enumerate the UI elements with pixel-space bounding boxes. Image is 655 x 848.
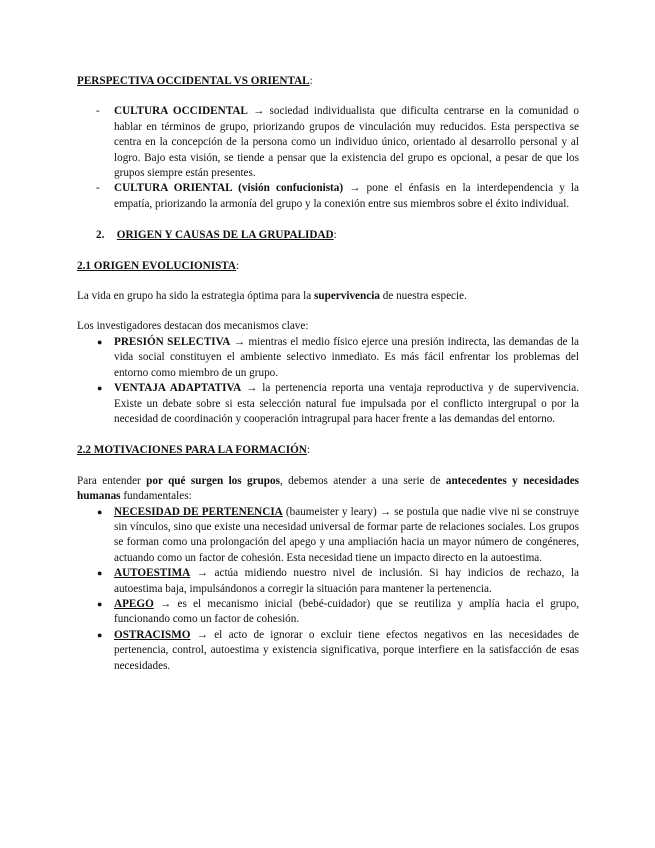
- bullet-marker: ●: [97, 629, 103, 640]
- document-page: [77, 74, 579, 674]
- paragraph-mecanismos: Los investigadores destacan dos mecanismos clave:: [77, 320, 309, 333]
- dash-marker: -: [96, 182, 100, 195]
- list-item-occidental: [77, 104, 579, 181]
- list-item-oriental: [77, 181, 579, 212]
- paragraph-motivaciones-intro: Para entender por qué surgen los grupos, debemos atender a una serie de antecedentes y necesidades humanas fundamentales:: [77, 474, 580, 503]
- text-oriental: pone el énfasis en la interdependencia y la empatía, priorizando la armonía del grupo y la conexión entre sus miembros sobre el éxito individual.: [114, 182, 579, 210]
- section-heading-2: 2. ORIGEN Y CAUSAS DE LA GRUPALIDAD:: [77, 228, 579, 243]
- arrow-icon: →: [196, 628, 208, 641]
- arrow-icon: →: [196, 567, 208, 580]
- heading-text: 2.1 ORIGEN EVOLUCIONISTA: [77, 259, 237, 272]
- term-occidental: CULTURA OCCIDENTAL: [114, 105, 248, 118]
- arrow-icon: →: [253, 105, 265, 118]
- term-autoestima: AUTOESTIMA: [114, 567, 191, 580]
- paragraph-supervivencia: La vida en grupo ha sido la estrategia óptima para la supervivencia de nuestra especie.: [77, 290, 467, 303]
- list-item-pertenencia: ● NECESIDAD DE PERTENENCIA (baumeister y leary) → se postula que nadie vive ni se construye sin vínculos, sino que existe una necesidad universal de formar parte de relaciones sociales. Los grupos se forman como una prolongación del apego y una ampliación hacia un mayor número de congéneres, actuando como un factor de cohesión. Esta necesidad tiene un impacto directo en la autoestima.: [97, 505, 579, 564]
- list-item-ostracismo: ● OSTRACISMO → el acto de ignorar o excluir tiene efectos negativos en las necesidades de pertenencia, control, autoestima y existencia significativa, porque interfiere en la satisfacción de esas necesidades.: [97, 628, 580, 672]
- list-item-presion-selectiva: ● PRESIÓN SELECTIVA → mientras el medio físico ejerce una presión indirecta, las demandas de la vida social constituyen el ambiente selectivo inmediato. Es más fácil enfrentar los problemas del entorno como miembro de un grupo.: [97, 335, 580, 379]
- dash-marker: -: [96, 105, 100, 118]
- arrow-icon: →: [379, 505, 392, 518]
- arrow-icon: →: [349, 182, 361, 195]
- term-presion: PRESIÓN SELECTIVA: [114, 335, 231, 348]
- term-pertenencia: NECESIDAD DE PERTENENCIA: [114, 505, 283, 518]
- list-item-apego: ● APEGO → es el mecanismo inicial (bebé-cuidador) que se reutiliza y amplía hacia el grupo, funcionando como un factor de cohesión.: [97, 597, 580, 626]
- culture-list: [77, 104, 579, 212]
- arrow-icon: →: [160, 597, 172, 610]
- heading-text: ORIGEN Y CAUSAS DE LA GRUPALIDAD: [116, 229, 334, 242]
- term-ostracismo: OSTRACISMO: [114, 628, 191, 641]
- mechanisms-list: [77, 335, 579, 427]
- bullet-marker: ●: [97, 336, 103, 347]
- bullet-marker: ●: [97, 383, 103, 394]
- term-apego: APEGO: [114, 597, 154, 610]
- list-item-autoestima: ● AUTOESTIMA → actúa midiendo nuestro nivel de inclusión. Si hay indicios de rechazo, la autoestima baja, impulsándonos a corregir la situación para mantener la pertenencia.: [97, 567, 579, 595]
- bullet-marker: ●: [97, 506, 103, 517]
- term-ventaja: VENTAJA ADAPTATIVA: [114, 382, 242, 395]
- bold-supervivencia: supervivencia: [314, 290, 380, 303]
- term-oriental: CULTURA ORIENTAL (visión confucionista): [114, 182, 344, 195]
- bullet-marker: ●: [97, 598, 103, 609]
- arrow-icon: →: [246, 382, 258, 395]
- section-heading-2-1: 2.1 ORIGEN EVOLUCIONISTA:: [77, 259, 240, 272]
- section-heading-2-2: 2.2 MOTIVACIONES PARA LA FORMACIÓN:: [77, 444, 310, 457]
- arrow-icon: →: [233, 335, 245, 348]
- bullet-marker: ●: [97, 568, 103, 579]
- motivations-list: [77, 505, 579, 674]
- section-number: 2.: [96, 229, 105, 242]
- list-item-ventaja-adaptativa: ● VENTAJA ADAPTATIVA → la pertenencia reporta una ventaja reproductiva y de supervivencia. Existe un debate sobre si esta selección natural fue impulsada por el conflicto intergrupal o por la necesidad de coordinación y cooperación intragrupal para hacer frente a las demandas del entorno.: [97, 382, 580, 425]
- section-heading-perspectiva: PERSPECTIVA OCCIDENTAL VS ORIENTAL:: [77, 75, 313, 87]
- heading-text: 2.2 MOTIVACIONES PARA LA FORMACIÓN: [77, 444, 307, 457]
- text-occidental: sociedad individualista que dificulta centrarse en la comunidad o hablar en términos de grupo, priorizando grupos de vinculación muy reducidos. Esta perspectiva se centra en la concepción de la persona como un individuo único, orientado al desarrollo personal y al logro. Bajo esta visión, se tiende a pensar que la existencia del grupo es opcional, a pesar de que los grupos siempre están presentes.: [114, 105, 580, 180]
- heading-text: PERSPECTIVA OCCIDENTAL VS ORIENTAL: [77, 75, 310, 87]
